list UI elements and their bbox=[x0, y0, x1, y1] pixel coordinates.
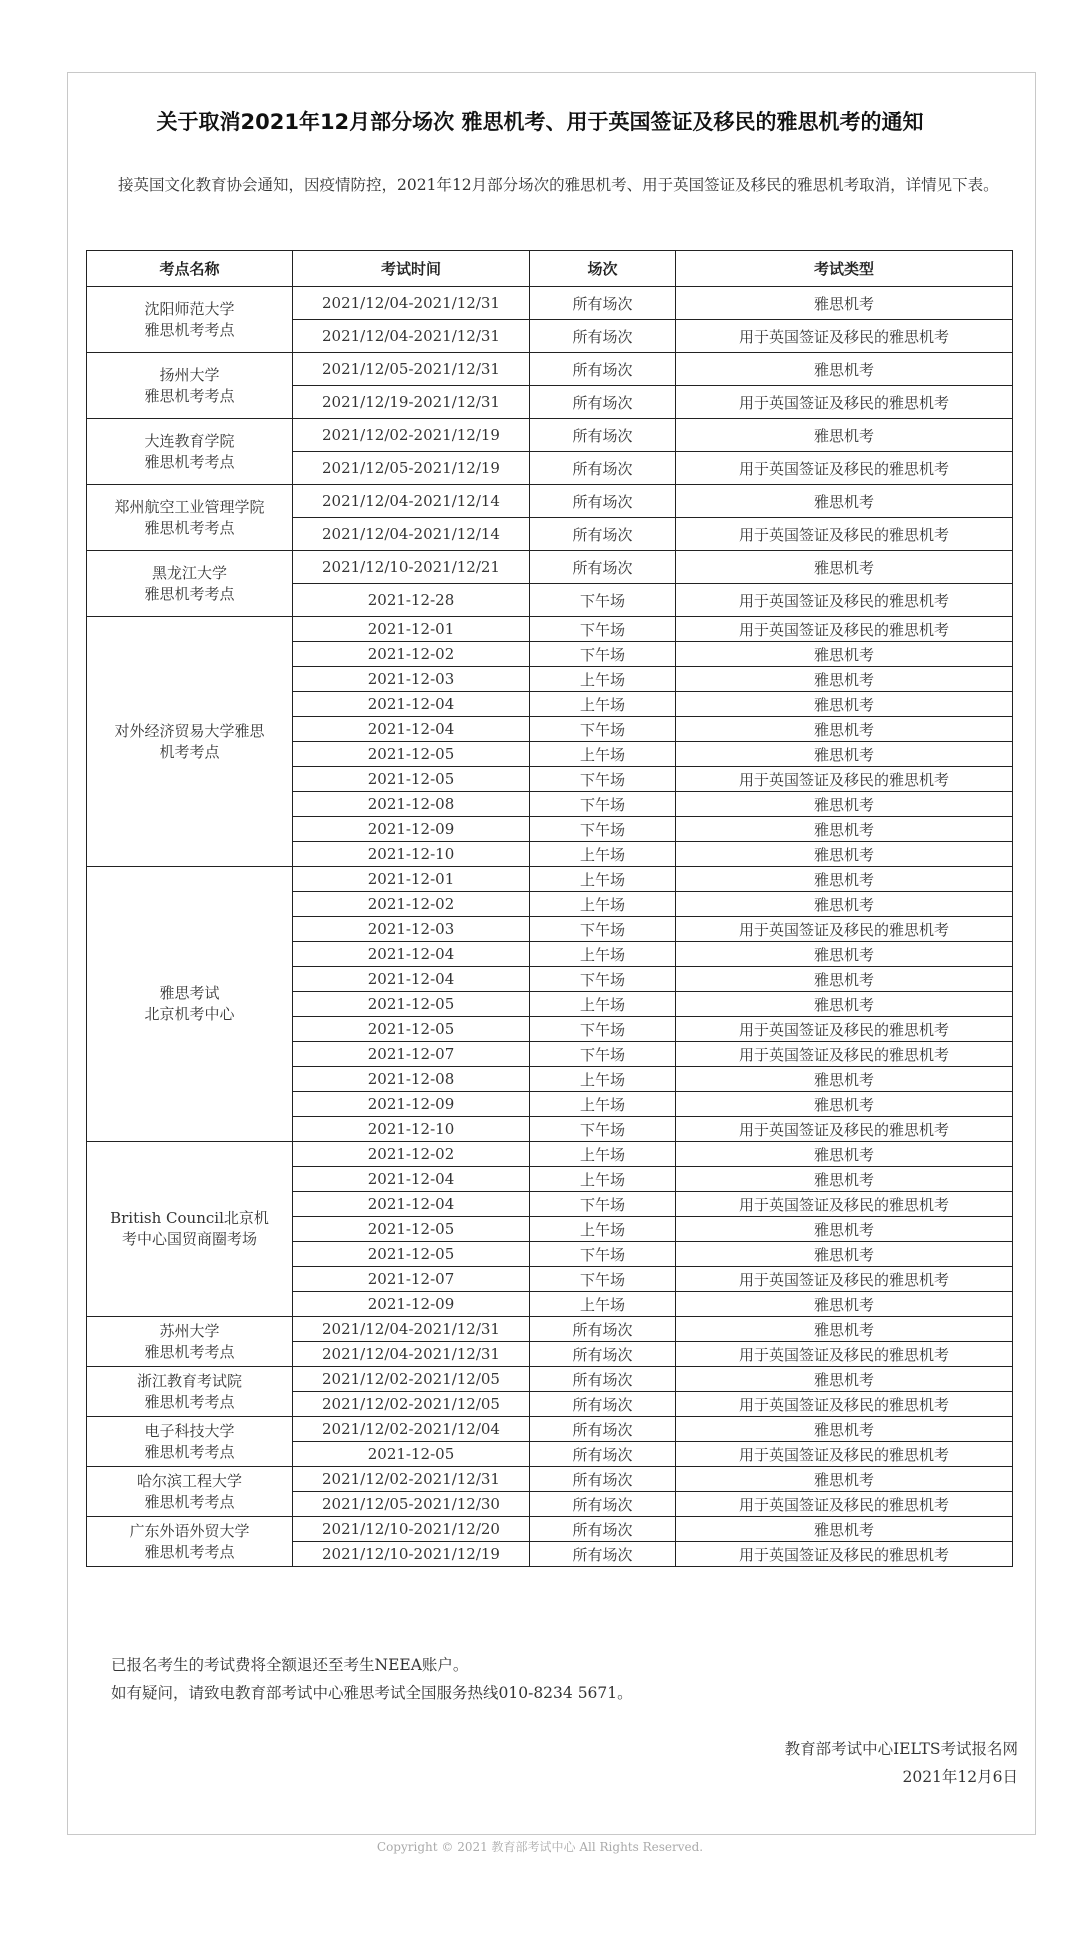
type-cell: 雅思机考 bbox=[676, 1517, 1013, 1542]
date-cell: 2021-12-03 bbox=[293, 917, 530, 942]
type-cell: 用于英国签证及移民的雅思机考 bbox=[676, 1192, 1013, 1217]
date-cell: 2021-12-04 bbox=[293, 942, 530, 967]
table-row bbox=[87, 867, 1013, 892]
type-cell: 雅思机考 bbox=[676, 1317, 1013, 1342]
venue-name-line: 雅思机考考点 bbox=[144, 1542, 235, 1561]
type-cell: 雅思机考 bbox=[676, 551, 1013, 584]
date-cell: 2021-12-10 bbox=[293, 842, 530, 867]
date-cell: 2021/12/04-2021/12/31 bbox=[293, 1317, 530, 1342]
date-cell: 2021-12-08 bbox=[293, 1067, 530, 1092]
date-cell: 2021/12/10-2021/12/19 bbox=[293, 1542, 530, 1567]
session-cell: 所有场次 bbox=[530, 551, 676, 584]
venue-name-line: 北京机考中心 bbox=[144, 1005, 235, 1023]
date-cell: 2021-12-04 bbox=[293, 1167, 530, 1192]
venue-name-line: 扬州大学 bbox=[159, 365, 220, 384]
session-cell: 上午场 bbox=[530, 667, 676, 692]
venue-name-line: British Council北京机 bbox=[110, 1209, 269, 1227]
venue-name-line: 苏州大学 bbox=[159, 1321, 220, 1340]
venue-name-line: 浙江教育考试院 bbox=[136, 1371, 242, 1390]
venue-name-line: 沈阳师范大学 bbox=[144, 299, 235, 318]
date-cell: 2021/12/04-2021/12/31 bbox=[293, 1342, 530, 1367]
table-row bbox=[87, 1367, 1013, 1392]
date-cell: 2021/12/04-2021/12/14 bbox=[293, 485, 530, 518]
type-cell: 雅思机考 bbox=[676, 353, 1013, 386]
venue-name-line: 广东外语外贸大学 bbox=[129, 1521, 250, 1540]
type-cell: 雅思机考 bbox=[676, 1142, 1013, 1167]
type-cell: 用于英国签证及移民的雅思机考 bbox=[676, 767, 1013, 792]
type-cell: 用于英国签证及移民的雅思机考 bbox=[676, 1042, 1013, 1067]
session-cell: 下午场 bbox=[530, 1242, 676, 1267]
type-cell: 用于英国签证及移民的雅思机考 bbox=[676, 1017, 1013, 1042]
date-cell: 2021-12-03 bbox=[293, 667, 530, 692]
session-cell: 所有场次 bbox=[530, 485, 676, 518]
table-row bbox=[87, 287, 1013, 320]
type-cell: 用于英国签证及移民的雅思机考 bbox=[676, 386, 1013, 419]
session-cell: 上午场 bbox=[530, 742, 676, 767]
table-row bbox=[87, 617, 1013, 642]
date-cell: 2021-12-01 bbox=[293, 867, 530, 892]
session-cell: 上午场 bbox=[530, 1092, 676, 1117]
venue-name-cell bbox=[87, 353, 293, 419]
venue-name-line: 对外经济贸易大学雅思 bbox=[114, 721, 265, 740]
table-row bbox=[87, 1417, 1013, 1442]
type-cell: 雅思机考 bbox=[676, 817, 1013, 842]
copyright: Copyright © 2021 教育部考试中心 All Rights Reserved. bbox=[376, 1840, 704, 1854]
date-cell: 2021/12/05-2021/12/31 bbox=[293, 353, 530, 386]
type-cell: 用于英国签证及移民的雅思机考 bbox=[676, 917, 1013, 942]
type-cell: 用于英国签证及移民的雅思机考 bbox=[676, 1392, 1013, 1417]
session-cell: 下午场 bbox=[530, 642, 676, 667]
type-cell: 雅思机考 bbox=[676, 967, 1013, 992]
type-cell: 雅思机考 bbox=[676, 1092, 1013, 1117]
session-cell: 所有场次 bbox=[530, 1342, 676, 1367]
date-cell: 2021-12-10 bbox=[293, 1117, 530, 1142]
date-cell: 2021-12-07 bbox=[293, 1267, 530, 1292]
type-cell: 雅思机考 bbox=[676, 642, 1013, 667]
date-cell: 2021-12-05 bbox=[293, 1242, 530, 1267]
session-cell: 上午场 bbox=[530, 1217, 676, 1242]
session-cell: 下午场 bbox=[530, 617, 676, 642]
date-cell: 2021-12-01 bbox=[293, 617, 530, 642]
type-cell: 雅思机考 bbox=[676, 1217, 1013, 1242]
session-cell: 上午场 bbox=[530, 1167, 676, 1192]
session-cell: 上午场 bbox=[530, 1067, 676, 1092]
venue-name-cell bbox=[87, 551, 293, 617]
venue-name-line: 雅思机考考点 bbox=[144, 1442, 235, 1461]
date-cell: 2021/12/10-2021/12/20 bbox=[293, 1517, 530, 1542]
session-cell: 所有场次 bbox=[530, 1392, 676, 1417]
session-cell: 所有场次 bbox=[530, 419, 676, 452]
date-cell: 2021-12-28 bbox=[293, 584, 530, 617]
type-cell: 雅思机考 bbox=[676, 942, 1013, 967]
venue-name-line: 雅思机考考点 bbox=[144, 452, 235, 471]
venue-name-line: 电子科技大学 bbox=[144, 1421, 235, 1440]
type-cell: 雅思机考 bbox=[676, 1067, 1013, 1092]
session-cell: 下午场 bbox=[530, 1017, 676, 1042]
venue-name-cell bbox=[87, 1317, 293, 1367]
cancellation-table bbox=[86, 250, 1013, 1567]
session-cell: 所有场次 bbox=[530, 1442, 676, 1467]
type-cell: 雅思机考 bbox=[676, 1467, 1013, 1492]
session-cell: 下午场 bbox=[530, 817, 676, 842]
venue-name-line: 哈尔滨工程大学 bbox=[136, 1471, 242, 1490]
type-cell: 雅思机考 bbox=[676, 742, 1013, 767]
date-cell: 2021-12-02 bbox=[293, 892, 530, 917]
venue-name-line: 雅思机考考点 bbox=[144, 1342, 235, 1361]
type-cell: 用于英国签证及移民的雅思机考 bbox=[676, 320, 1013, 353]
venue-name-line: 雅思机考考点 bbox=[144, 320, 235, 339]
venue-name-cell bbox=[87, 287, 293, 353]
session-cell: 上午场 bbox=[530, 867, 676, 892]
table-row bbox=[87, 353, 1013, 386]
date-cell: 2021-12-04 bbox=[293, 967, 530, 992]
table-row bbox=[87, 1517, 1013, 1542]
type-cell: 雅思机考 bbox=[676, 892, 1013, 917]
session-cell: 下午场 bbox=[530, 584, 676, 617]
date-cell: 2021-12-08 bbox=[293, 792, 530, 817]
date-cell: 2021/12/02-2021/12/04 bbox=[293, 1417, 530, 1442]
type-cell: 用于英国签证及移民的雅思机考 bbox=[676, 452, 1013, 485]
venue-name-line: 大连教育学院 bbox=[144, 431, 235, 450]
venue-name-line: 黑龙江大学 bbox=[151, 563, 227, 582]
table-body bbox=[87, 287, 1013, 1567]
type-cell: 雅思机考 bbox=[676, 717, 1013, 742]
type-cell: 用于英国签证及移民的雅思机考 bbox=[676, 584, 1013, 617]
notice-title: 关于取消2021年12月部分场次 雅思机考、用于英国签证及移民的雅思机考的通知 bbox=[156, 110, 924, 134]
session-cell: 下午场 bbox=[530, 767, 676, 792]
date-cell: 2021-12-07 bbox=[293, 1042, 530, 1067]
session-cell: 上午场 bbox=[530, 842, 676, 867]
venue-name-line: 郑州航空工业管理学院 bbox=[114, 497, 265, 516]
session-cell: 下午场 bbox=[530, 792, 676, 817]
date-cell: 2021/12/19-2021/12/31 bbox=[293, 386, 530, 419]
session-cell: 所有场次 bbox=[530, 287, 676, 320]
venue-name-cell bbox=[87, 419, 293, 485]
date-cell: 2021-12-05 bbox=[293, 767, 530, 792]
session-cell: 所有场次 bbox=[530, 320, 676, 353]
type-cell: 雅思机考 bbox=[676, 867, 1013, 892]
session-cell: 所有场次 bbox=[530, 1417, 676, 1442]
date-cell: 2021-12-02 bbox=[293, 1142, 530, 1167]
notes bbox=[111, 1651, 633, 1707]
header-session: 场次 bbox=[530, 251, 676, 287]
header-type: 考试类型 bbox=[676, 251, 1013, 287]
type-cell: 雅思机考 bbox=[676, 992, 1013, 1017]
venue-name-line: 机考考点 bbox=[159, 742, 220, 761]
date-cell: 2021/12/10-2021/12/21 bbox=[293, 551, 530, 584]
note-refund: 已报名考生的考试费将全额退还至考生NEEA账户。 bbox=[111, 1656, 469, 1674]
signature-date: 2021年12月6日 bbox=[902, 1768, 1018, 1786]
session-cell: 下午场 bbox=[530, 717, 676, 742]
type-cell: 雅思机考 bbox=[676, 1292, 1013, 1317]
type-cell: 用于英国签证及移民的雅思机考 bbox=[676, 1492, 1013, 1517]
type-cell: 用于英国签证及移民的雅思机考 bbox=[676, 617, 1013, 642]
date-cell: 2021/12/05-2021/12/30 bbox=[293, 1492, 530, 1517]
type-cell: 雅思机考 bbox=[676, 667, 1013, 692]
session-cell: 所有场次 bbox=[530, 518, 676, 551]
type-cell: 雅思机考 bbox=[676, 842, 1013, 867]
signature-org: 教育部考试中心IELTS考试报名网 bbox=[784, 1740, 1018, 1758]
session-cell: 所有场次 bbox=[530, 452, 676, 485]
date-cell: 2021/12/04-2021/12/14 bbox=[293, 518, 530, 551]
venue-name-cell bbox=[87, 1417, 293, 1467]
type-cell: 用于英国签证及移民的雅思机考 bbox=[676, 1117, 1013, 1142]
type-cell: 用于英国签证及移民的雅思机考 bbox=[676, 518, 1013, 551]
venue-name-line: 考中心国贸商圈考场 bbox=[121, 1230, 257, 1248]
type-cell: 雅思机考 bbox=[676, 1367, 1013, 1392]
venue-name-cell bbox=[87, 485, 293, 551]
session-cell: 所有场次 bbox=[530, 1467, 676, 1492]
date-cell: 2021/12/04-2021/12/31 bbox=[293, 320, 530, 353]
type-cell: 雅思机考 bbox=[676, 287, 1013, 320]
venue-name-cell bbox=[87, 1142, 293, 1317]
venue-name-line: 雅思机考考点 bbox=[144, 518, 235, 537]
date-cell: 2021-12-05 bbox=[293, 1017, 530, 1042]
header-venue: 考点名称 bbox=[87, 251, 293, 287]
date-cell: 2021/12/04-2021/12/31 bbox=[293, 287, 530, 320]
signature bbox=[785, 1735, 1018, 1791]
venue-name-cell bbox=[87, 617, 293, 867]
table-header-row bbox=[87, 251, 1013, 287]
table-row bbox=[87, 1142, 1013, 1167]
type-cell: 雅思机考 bbox=[676, 792, 1013, 817]
date-cell: 2021-12-05 bbox=[293, 1442, 530, 1467]
table-row bbox=[87, 419, 1013, 452]
date-cell: 2021-12-04 bbox=[293, 692, 530, 717]
session-cell: 所有场次 bbox=[530, 1542, 676, 1567]
date-cell: 2021-12-05 bbox=[293, 992, 530, 1017]
venue-name-cell bbox=[87, 1367, 293, 1417]
type-cell: 雅思机考 bbox=[676, 419, 1013, 452]
session-cell: 下午场 bbox=[530, 917, 676, 942]
venue-name-cell bbox=[87, 867, 293, 1142]
session-cell: 所有场次 bbox=[530, 1317, 676, 1342]
type-cell: 雅思机考 bbox=[676, 1167, 1013, 1192]
session-cell: 下午场 bbox=[530, 1042, 676, 1067]
date-cell: 2021-12-09 bbox=[293, 817, 530, 842]
note-hotline: 如有疑问，请致电教育部考试中心雅思考试全国服务热线010-8234 5671。 bbox=[111, 1684, 633, 1702]
date-cell: 2021/12/05-2021/12/19 bbox=[293, 452, 530, 485]
session-cell: 所有场次 bbox=[530, 1367, 676, 1392]
date-cell: 2021-12-09 bbox=[293, 1292, 530, 1317]
table-row bbox=[87, 1467, 1013, 1492]
type-cell: 用于英国签证及移民的雅思机考 bbox=[676, 1542, 1013, 1567]
session-cell: 上午场 bbox=[530, 992, 676, 1017]
venue-name-line: 雅思机考考点 bbox=[144, 1492, 235, 1511]
session-cell: 所有场次 bbox=[530, 353, 676, 386]
table-row bbox=[87, 551, 1013, 584]
venue-name-line: 雅思机考考点 bbox=[144, 1392, 235, 1411]
table-row bbox=[87, 485, 1013, 518]
date-cell: 2021-12-05 bbox=[293, 1217, 530, 1242]
session-cell: 上午场 bbox=[530, 1142, 676, 1167]
date-cell: 2021/12/02-2021/12/31 bbox=[293, 1467, 530, 1492]
type-cell: 雅思机考 bbox=[676, 692, 1013, 717]
venue-name-cell bbox=[87, 1467, 293, 1517]
type-cell: 用于英国签证及移民的雅思机考 bbox=[676, 1267, 1013, 1292]
venue-name-line: 雅思机考考点 bbox=[144, 584, 235, 603]
type-cell: 雅思机考 bbox=[676, 1242, 1013, 1267]
session-cell: 上午场 bbox=[530, 942, 676, 967]
session-cell: 上午场 bbox=[530, 1292, 676, 1317]
date-cell: 2021/12/02-2021/12/05 bbox=[293, 1367, 530, 1392]
session-cell: 下午场 bbox=[530, 1117, 676, 1142]
date-cell: 2021-12-02 bbox=[293, 642, 530, 667]
session-cell: 下午场 bbox=[530, 1192, 676, 1217]
type-cell: 用于英国签证及移民的雅思机考 bbox=[676, 1442, 1013, 1467]
type-cell: 雅思机考 bbox=[676, 485, 1013, 518]
session-cell: 所有场次 bbox=[530, 386, 676, 419]
session-cell: 所有场次 bbox=[530, 1517, 676, 1542]
session-cell: 下午场 bbox=[530, 1267, 676, 1292]
session-cell: 所有场次 bbox=[530, 1492, 676, 1517]
notice-intro: 接英国文化教育协会通知，因疫情防控，2021年12月部分场次的雅思机考、用于英国签证及移民的雅思机考取消，详情见下表。 bbox=[118, 176, 999, 194]
date-cell: 2021-12-04 bbox=[293, 1192, 530, 1217]
date-cell: 2021/12/02-2021/12/19 bbox=[293, 419, 530, 452]
date-cell: 2021-12-09 bbox=[293, 1092, 530, 1117]
session-cell: 上午场 bbox=[530, 692, 676, 717]
header-date: 考试时间 bbox=[293, 251, 530, 287]
venue-name-cell bbox=[87, 1517, 293, 1567]
table-row bbox=[87, 1317, 1013, 1342]
session-cell: 上午场 bbox=[530, 892, 676, 917]
date-cell: 2021/12/02-2021/12/05 bbox=[293, 1392, 530, 1417]
session-cell: 下午场 bbox=[530, 967, 676, 992]
date-cell: 2021-12-04 bbox=[293, 717, 530, 742]
venue-name-line: 雅思考试 bbox=[159, 984, 220, 1002]
type-cell: 雅思机考 bbox=[676, 1417, 1013, 1442]
type-cell: 用于英国签证及移民的雅思机考 bbox=[676, 1342, 1013, 1367]
date-cell: 2021-12-05 bbox=[293, 742, 530, 767]
venue-name-line: 雅思机考考点 bbox=[144, 386, 235, 405]
